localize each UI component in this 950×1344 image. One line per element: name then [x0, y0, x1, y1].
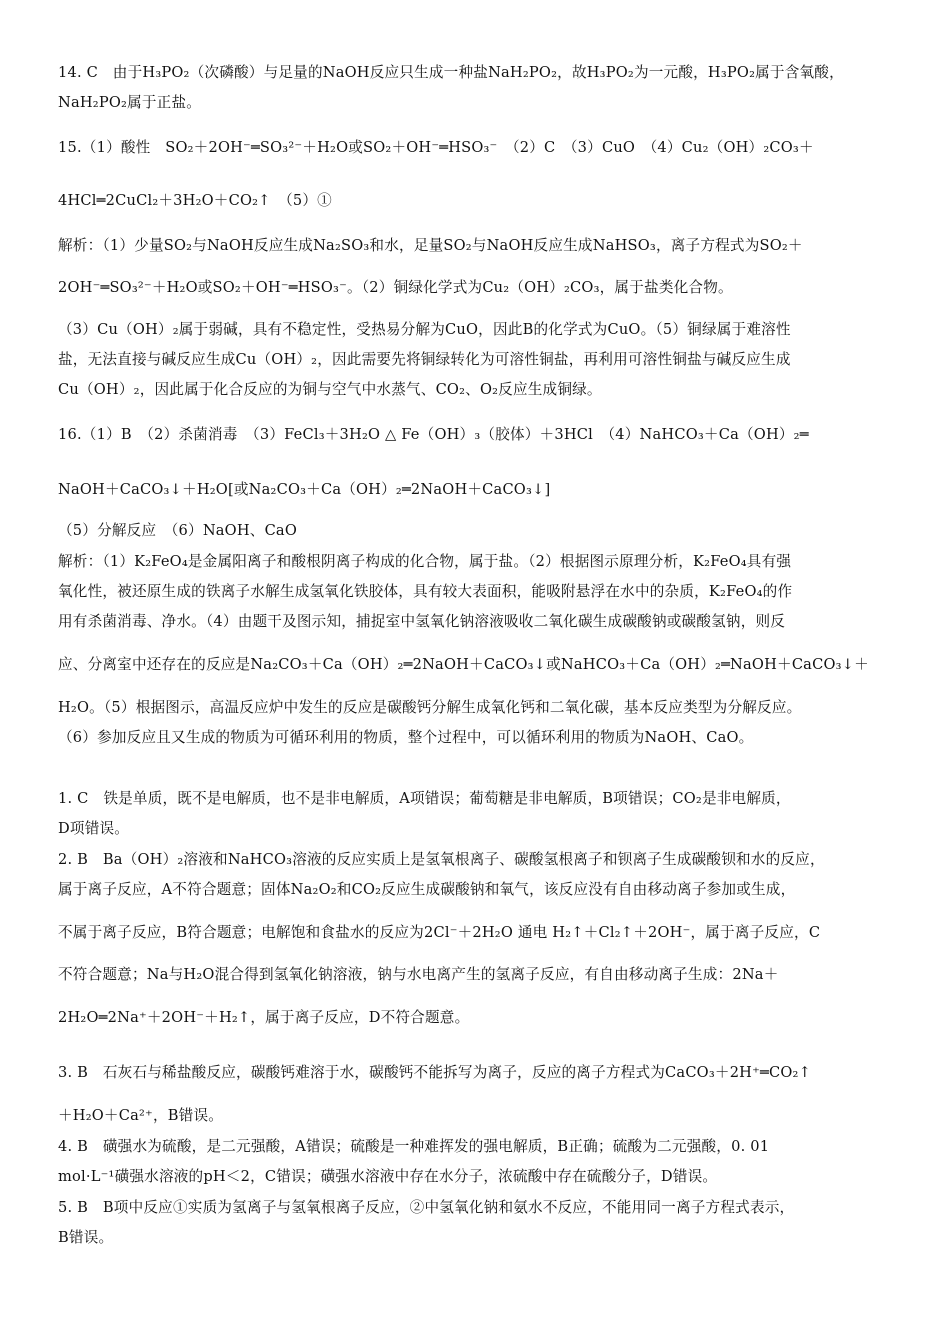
q16-analysis-4: 应、分离室中还存在的反应是Na₂CO₃＋Ca（OH）₂═2NaOH＋CaCO₃↓或NaHCO₃＋Ca（OH）₂═NaOH＋CaCO₃↓＋	[58, 656, 869, 673]
q16-analysis-6: （6）参加反应且又生成的物质为可循环利用的物质，整个过程中，可以循环利用的物质为NaOH、CaO。	[58, 729, 754, 746]
p2-line5: 2H₂O═2Na⁺＋2OH⁻＋H₂↑，属于离子反应，D不符合题意。	[58, 1009, 470, 1026]
p5-line1: 5. B B项中反应①实质为氢离子与氢氧根离子反应，②中氢氧化钠和氨水不反应，不能用同一离子方程式表示，	[58, 1199, 795, 1216]
p2-line4: 不符合题意；Na与H₂O混合得到氢氧化钠溶液，钠与水电离产生的氢离子反应，有自由移动离子生成：2Na＋	[58, 966, 779, 983]
p4-line1: 4. B 磺强水为硫酸，是二元强酸，A错误；硫酸是一种难挥发的强电解质，B正确；硫酸为二元强酸，0. 01	[58, 1138, 770, 1155]
p2-line1: 2. B Ba（OH）₂溶液和NaHCO₃溶液的反应实质上是氢氧根离子、碳酸氢根离子和钡离子生成碳酸钡和水的反应，	[58, 851, 825, 868]
q16-line3: （5）分解反应 （6）NaOH、CaO	[58, 522, 298, 539]
p1-line2: D项错误。	[58, 820, 130, 837]
q16-analysis-1: 解析：（1）K₂FeO₄是金属阳离子和酸根阴离子构成的化合物，属于盐。（2）根据图示原理分析，K₂FeO₄具有强	[58, 553, 792, 570]
p3-line1: 3. B 石灰石与稀盐酸反应，碳酸钙难溶于水，碳酸钙不能拆写为离子，反应的离子方程式为CaCO₃＋2H⁺═CO₂↑	[58, 1064, 811, 1081]
q15-analysis-1: 解析：（1）少量SO₂与NaOH反应生成Na₂SO₃和水，足量SO₂与NaOH反应生成NaHSO₃，离子方程式为SO₂＋	[58, 237, 803, 254]
q15-line1: 15.（1）酸性 SO₂＋2OH⁻═SO₃²⁻＋H₂O或SO₂＋OH⁻═HSO₃⁻ （2）C （3）CuO （4）Cu₂（OH）₂CO₃＋	[58, 139, 814, 156]
q15-analysis-4: 盐，无法直接与碱反应生成Cu（OH）₂，因此需要先将铜绿转化为可溶性铜盐，再利用可溶性铜盐与碱反应生成	[58, 351, 791, 368]
q14-line2: NaH₂PO₂属于正盐。	[58, 94, 202, 111]
q16-line1: 16.（1）B （2）杀菌消毒 （3）FeCl₃＋3H₂O △ Fe（OH）₃（胶体）＋3HCl （4）NaHCO₃＋Ca（OH）₂═	[58, 426, 809, 443]
p4-line2: mol·L⁻¹磺强水溶液的pH＜2，C错误；磺强水溶液中存在水分子，浓硫酸中存在硫酸分子，D错误。	[58, 1168, 718, 1185]
q15-analysis-3: （3）Cu（OH）₂属于弱碱，具有不稳定性，受热易分解为CuO，因此B的化学式为CuO。（5）铜绿属于难溶性	[58, 321, 791, 338]
p2-line2: 属于离子反应，A不符合题意；固体Na₂O₂和CO₂反应生成碳酸钠和氧气，该反应没有自由移动离子参加或生成，	[58, 881, 796, 898]
q16-analysis-3: 用有杀菌消毒、净水。（4）由题干及图示知，捕捉室中氢氧化钠溶液吸收二氧化碳生成碳酸钠或碳酸氢钠，则反	[58, 613, 786, 630]
q14-line1: 14. C 由于H₃PO₂（次磷酸）与足量的NaOH反应只生成一种盐NaH₂PO₂，故H₃PO₂为一元酸，H₃PO₂属于含氧酸，	[58, 64, 844, 81]
p5-line2: B错误。	[58, 1229, 114, 1246]
q15-analysis-5: Cu（OH）₂，因此属于化合反应的为铜与空气中水蒸气、CO₂、O₂反应生成铜绿。	[58, 381, 602, 398]
q16-analysis-5: H₂O。（5）根据图示，高温反应炉中发生的反应是碳酸钙分解生成氧化钙和二氧化碳，基本反应类型为分解反应。	[58, 699, 802, 716]
q16-analysis-2: 氧化性，被还原生成的铁离子水解生成氢氧化铁胶体，具有较大表面积，能吸附悬浮在水中的杂质，K₂FeO₄的作	[58, 583, 793, 600]
p2-line3: 不属于离子反应，B符合题意；电解饱和食盐水的反应为2Cl⁻＋2H₂O 通电 H₂↑＋Cl₂↑＋2OH⁻，属于离子反应，C	[58, 924, 821, 941]
q15-analysis-2: 2OH⁻═SO₃²⁻＋H₂O或SO₂＋OH⁻═HSO₃⁻。（2）铜绿化学式为Cu₂（OH）₂CO₃，属于盐类化合物。	[58, 279, 733, 296]
q15-line2: 4HCl═2CuCl₂＋3H₂O＋CO₂↑ （5）①	[58, 192, 332, 209]
p3-line2: ＋H₂O＋Ca²⁺，B错误。	[58, 1107, 224, 1124]
q16-line2: NaOH＋CaCO₃↓＋H₂O[或Na₂CO₃＋Ca（OH）₂═2NaOH＋CaCO₃↓]	[58, 481, 551, 498]
p1-line1: 1. C 铁是单质，既不是电解质，也不是非电解质，A项错误；葡萄糖是非电解质，B项错误；CO₂是非电解质，	[58, 790, 791, 807]
